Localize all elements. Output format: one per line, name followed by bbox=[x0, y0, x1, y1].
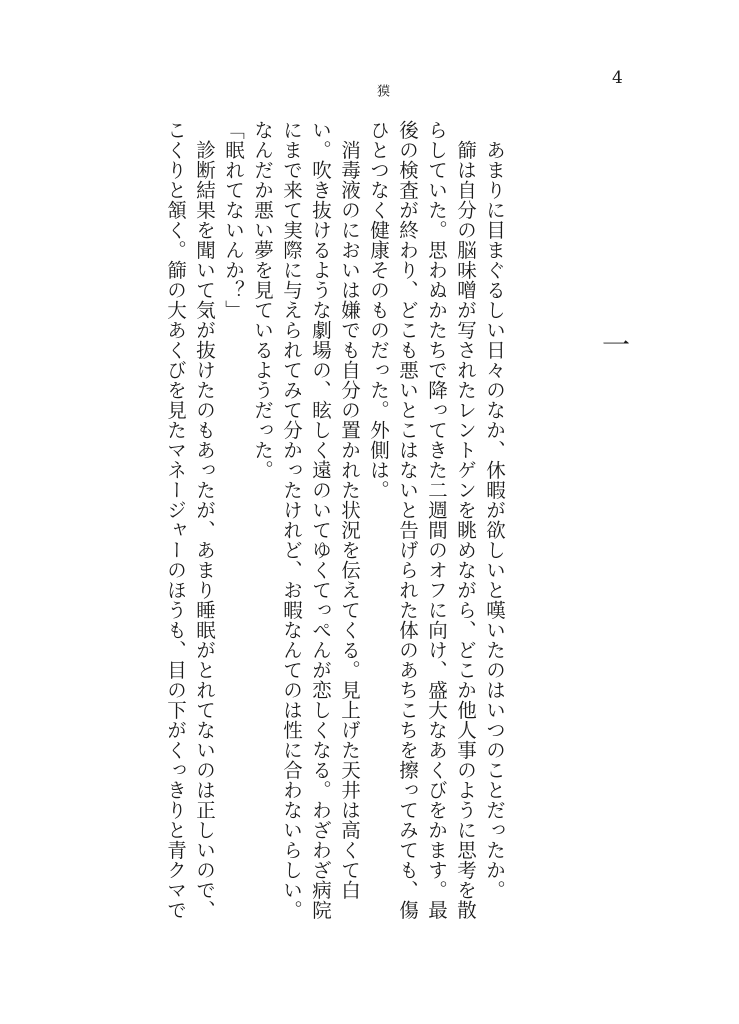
page-number: 4 bbox=[612, 68, 623, 88]
chapter-number: 一 bbox=[598, 330, 631, 358]
paragraph: あまりに目まぐるしい日々のなか、休暇が欲しいと嘆いたのはいつのことだったか。 bbox=[483, 139, 506, 900]
paragraph: 篩は自分の脳味噌が写されたレントゲンを眺めながら、どこか他人事のように思考を散らしていた。思わぬかたちで降ってきた二週間のオフに向け、盛大なあくびをかます。最後の検査が終わり、どこも悪いとこはないと告げられた体のあちこちを擦ってみても、傷ひとつなく健康そのものだった。外側は。 bbox=[367, 120, 477, 920]
paragraph: 診断結果を聞いて気が抜けたのもあったが、あまり睡眠がとれてないのは正しいので、こくりと頷く。篩の大あくびを見たマネージャーのほうも、目の下がくっきりと青クマで bbox=[164, 120, 216, 920]
running-head: 獏 bbox=[374, 84, 389, 97]
dialogue-line: 「眠れてないんか？」 bbox=[222, 120, 245, 320]
body-text bbox=[161, 120, 509, 920]
paragraph: 消毒液のにおいは嫌でも自分の置かれた状況を伝えてくる。見上げた天井は高くて白い。吹き抜けるような劇場の、眩しく遠のいてゆくてっぺんが恋しくなる。わざわざ病院にまで来て実際に与えられてみて分かったけれど、お暇なんてのは性に合わないらしい。なんだか悪い夢を見ているようだった。 bbox=[251, 120, 361, 920]
